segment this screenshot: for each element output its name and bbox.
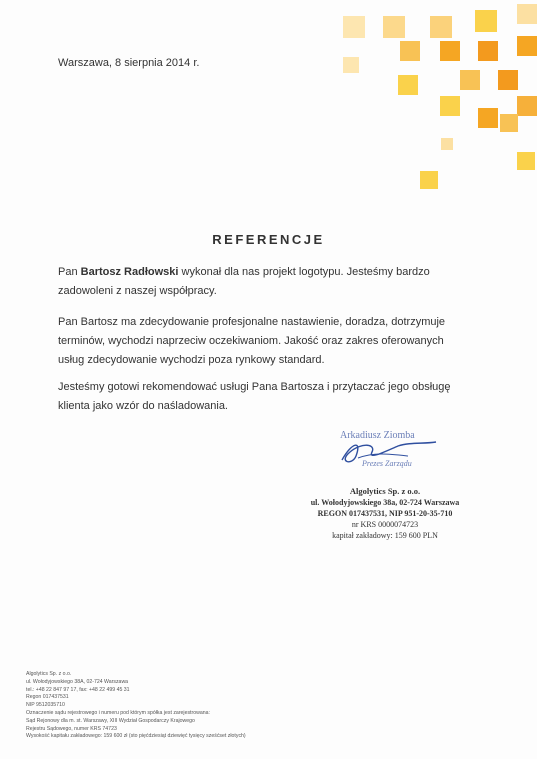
footer-line: Oznaczenie sądu rejestrowego i numeru pod którym spółka jest zarejestrowana: bbox=[26, 709, 210, 716]
paragraph-recommendation bbox=[58, 378, 486, 416]
footer-line: tel.: +48 22 847 97 17, fax: +48 22 499 45 31 bbox=[26, 686, 130, 693]
letterhead-footer bbox=[26, 671, 246, 741]
stamp-capital: kapitał zakładowy: 159 600 PLN bbox=[332, 531, 438, 540]
intro-line-1-rest: wykonał dla nas projekt logotypu. Jesteśmy bardzo bbox=[178, 266, 430, 278]
paragraph-assessment-line: terminów, wychodzi naprzeciw oczekiwaniom. Jakość oraz zakres oferowanych bbox=[58, 335, 444, 347]
paragraph-assessment-line: usług zdecydowanie wychodzi poza rynkowy standard. bbox=[58, 354, 325, 366]
footer-line: Sąd Rejonowy dla m. st. Warszawy, XIII Wydział Gospodarczy Krajowego bbox=[26, 717, 195, 724]
footer-line: Regon 017437531 bbox=[26, 694, 69, 701]
stamp-ids: REGON 017437531, NIP 951-20-35-710 bbox=[317, 509, 453, 518]
footer-line: Rejestru Sądowego, numer KRS 74723 bbox=[26, 725, 117, 732]
stamp-krs: nr KRS 0000074723 bbox=[351, 520, 419, 529]
company-stamp bbox=[300, 486, 470, 541]
paragraph-assessment bbox=[58, 313, 486, 370]
stamp-company: Algolytics Sp. z o.o. bbox=[349, 486, 421, 496]
paragraph-recommendation-line: Jesteśmy gotowi rekomendować usługi Pana Bartosza i przytaczać jego obsługę bbox=[58, 381, 451, 393]
paragraph-intro bbox=[58, 263, 486, 301]
intro-prefix: Pan bbox=[58, 266, 81, 278]
letter-title: REFERENCJE bbox=[212, 232, 325, 247]
stamp-address: ul. Wołodyjowskiego 38a, 02-724 Warszawa bbox=[310, 498, 460, 507]
footer-line: Wysokość kapitału zakładowego: 159 600 zł (sto pięćdziesiąt dziewięć tysięcy sześćset złotych) bbox=[26, 733, 246, 740]
footer-line: NIP 9512035710 bbox=[26, 702, 65, 709]
signature-role: Prezes Zarządu bbox=[362, 459, 412, 468]
paragraph-intro-line-1 bbox=[58, 263, 486, 282]
footer-line: ul. Wołodyjowskiego 38A, 02-724 Warszawa bbox=[26, 678, 129, 685]
paragraph-assessment-line: Pan Bartosz ma zdecydowanie profesjonalne nastawienie, doradza, dotrzymuje bbox=[58, 316, 446, 328]
signature-name: Arkadiusz Ziomba bbox=[340, 430, 415, 441]
letter-date: Warszawa, 8 sierpnia 2014 r. bbox=[58, 57, 200, 69]
person-name: Bartosz Radłowski bbox=[80, 266, 179, 278]
footer-line: Algolytics Sp. z o.o. bbox=[26, 671, 72, 677]
paragraph-recommendation-line: klienta jako wzór do naśladowania. bbox=[58, 400, 228, 412]
signature-image bbox=[328, 422, 448, 472]
paragraph-intro-line-2: zadowoleni z naszej współpracy. bbox=[58, 285, 217, 297]
